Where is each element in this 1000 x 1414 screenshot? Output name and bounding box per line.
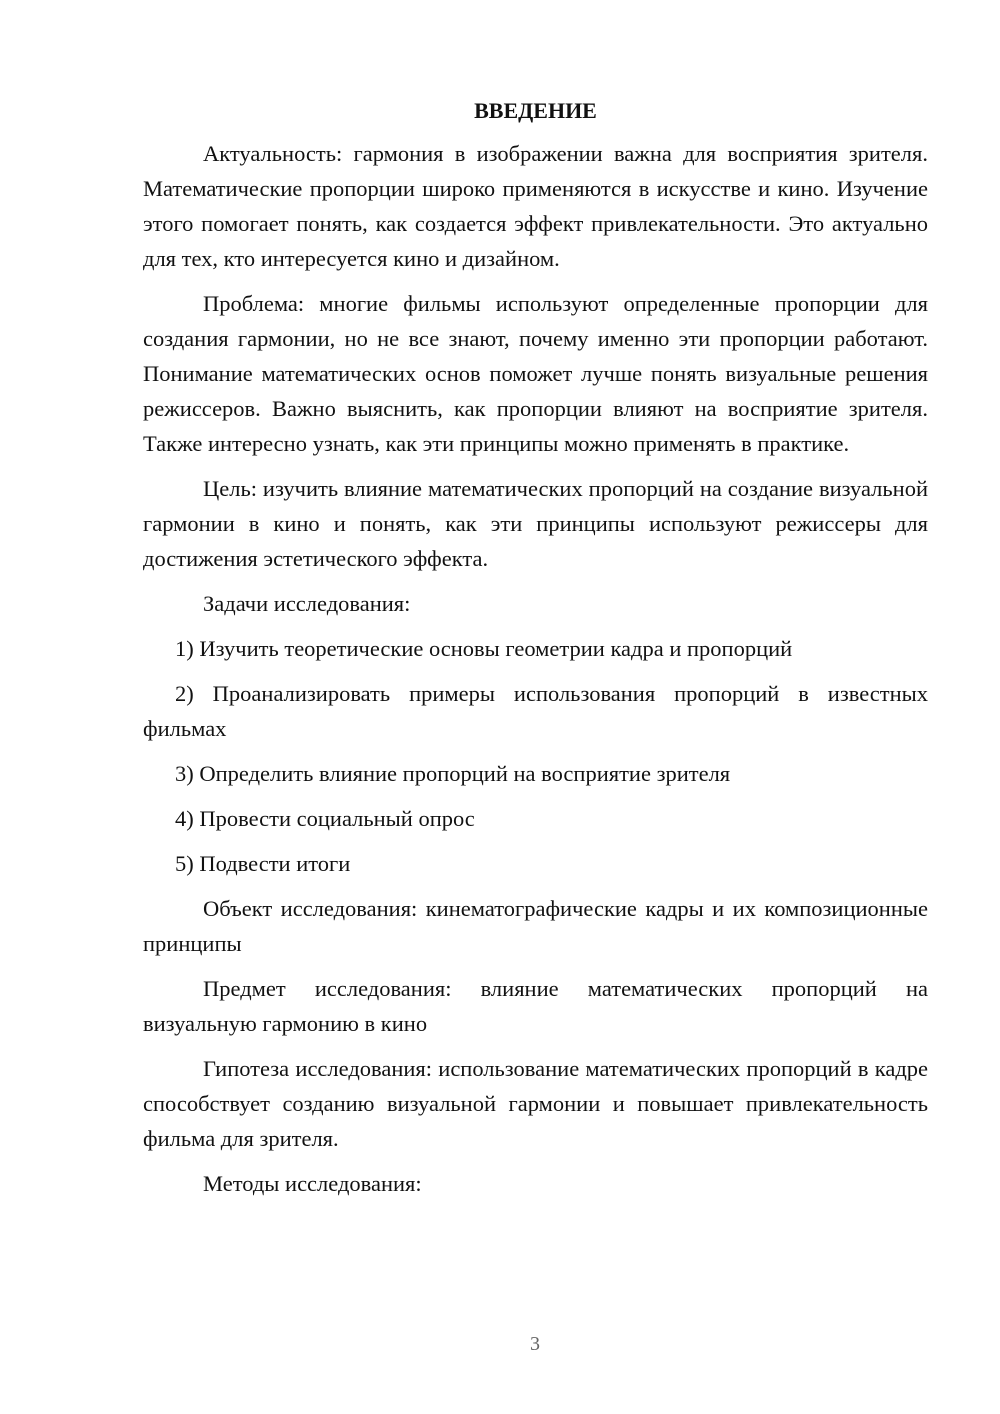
- paragraph-tasks-heading: Задачи исследования:: [203, 591, 411, 616]
- paragraph-object: Объект исследования: кинематографические кадры и их композиционные принципы: [143, 896, 928, 956]
- paragraph-subject: Предмет исследования: влияние математических пропорций на визуальную гармонию в кино: [143, 976, 928, 1036]
- paragraph-goal: Цель: изучить влияние математических пропорций на создание визуальной гармонии в кино и понять, как эти принципы используют режиссеры для достижения эстетического эффекта.: [143, 476, 928, 571]
- task-item: 5) Подвести итоги: [175, 851, 351, 876]
- paragraph-relevance: Актуальность: гармония в изображении важна для восприятия зрителя. Математические пропорции широко применяются в искусстве и кино. Изучение этого помогает понять, как создается эффект привлекательности. Это актуально для тех, кто интересуется кино и дизайном.: [143, 141, 928, 271]
- page-content: [143, 96, 928, 1211]
- section-title: ВВЕДЕНИЕ: [474, 98, 597, 123]
- task-item: 1) Изучить теоретические основы геометрии кадра и пропорций: [175, 636, 793, 661]
- task-item: 4) Провести социальный опрос: [175, 806, 475, 831]
- page-number: 3: [530, 1333, 540, 1355]
- task-item: 2) Проанализировать примеры использования пропорций в известных фильмах: [143, 681, 928, 741]
- paragraph-problem: Проблема: многие фильмы используют определенные пропорции для создания гармонии, но не все знают, почему именно эти пропорции работают. Понимание математических основ поможет лучше понять визуальные решения режиссеров. Важно выяснить, как пропорции влияют на восприятие зрителя. Также интересно узнать, как эти принципы можно применять в практике.: [143, 291, 928, 456]
- paragraph-hypothesis: Гипотеза исследования: использование математических пропорций в кадре способствует созданию визуальной гармонии и повышает привлекательность фильма для зрителя.: [143, 1056, 928, 1151]
- paragraph-methods-heading: Методы исследования:: [203, 1171, 422, 1196]
- task-item: 3) Определить влияние пропорций на восприятие зрителя: [175, 761, 731, 786]
